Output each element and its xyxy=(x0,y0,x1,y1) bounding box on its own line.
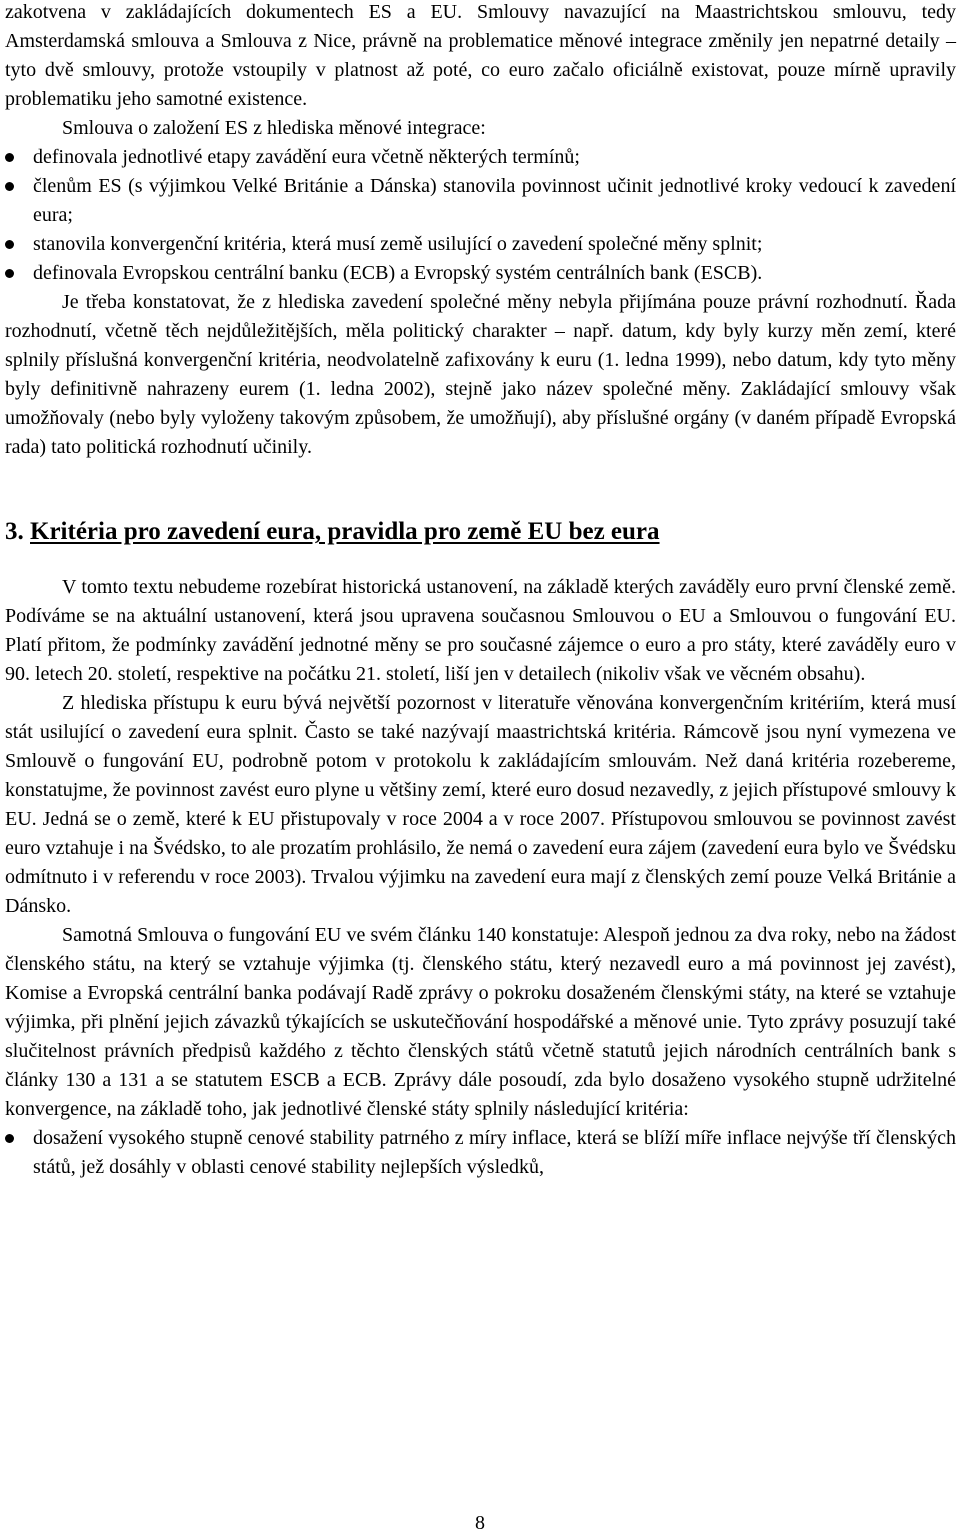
list-item xyxy=(5,1124,956,1182)
bullet-icon xyxy=(5,269,14,278)
political-decisions-paragraph: Je třeba konstatovat, že z hlediska zavedení společné měny nebyla přijímána pouze právní rozhodnutí. Řada rozhodnutí, včetně těch nejdůležitějších, měla politický charakter – např. datum, kdy byly kurzy měn zemí, které splnily příslušná konvergenční kritéria, neodvolatelně zafixovány k euru (1. ledna 1999), nebo datum, kdy tyto měny byly definitivně nahrazeny eurem (1. ledna 2002), stejně jako název společné měny. Zakládající smlouvy však umožňovaly (nebo byly vyloženy takovým způsobem, že umožňují), aby příslušné orgány (v daném případě Evropská rada) tato politická rozhodnutí učinily. xyxy=(5,291,956,458)
section-paragraph-3: Samotná Smlouva o fungování EU ve svém článku 140 konstatuje: Alespoň jednou za dva roky, nebo na žádost členského státu, na který se vztahuje výjimka (tj. členského státu, který nezavedl euro a má povinnost jej zavést), Komise a Evropská centrální banka podávají Radě zprávy o pokroku dosaženém členskými státy, na které se vztahuje výjimka, při plnění jejich závazků týkajících se uskutečňování hospodářské a měnové unie. Tyto zprávy posuzují také slučitelnost právních předpisů každého z těchto členských států včetně statutů jejich národních centrálních bank s články 130 a 131 a se statutem ESCB a ECB. Zprávy dále posoudí, zda bylo dosaženo vysokého stupně udržitelné konvergence, na základě toho, jak jednotlivé členské státy splnily následující kritéria: xyxy=(5,924,956,1120)
bullet-icon xyxy=(5,240,14,249)
intro-paragraph: zakotvena v zakládajících dokumentech ES a EU. Smlouvy navazující na Maastrichtskou smlouvu, tedy Amsterdamská smlouva a Smlouva z Nice, právně na problematice měnové integrace změnily jen nepatrné detaily – tyto dvě smlouvy, protože vstoupily v platnost až poté, co euro začalo oficiálně existovat, pouze mírně upravily problematiku jeho samotné existence. xyxy=(5,1,956,110)
list-item xyxy=(5,230,956,259)
section-number: 3. xyxy=(5,518,24,545)
treaty-bullet-list xyxy=(5,143,956,288)
section-paragraph-2: Z hlediska přístupu k euru bývá největší pozornost v literatuře věnována konvergenčním kritériím, která musí stát usilující o zavedení eura splnit. Často se také nazývají maastrichtská kritéria. Rámcově jsou nyní vymezena ve Smlouvě o fungování EU, podrobně potom v protokolu k zakládajícím smlouvám. Než daná kritéria rozebereme, konstatujme, že povinnost zavést euro plyne u většiny zemí, které euro dosud nezavedly, z jejich přístupové smlouvy k EU. Jedná se o země, které k EU přistupovaly v roce 2004 a v roce 2007. Přístupovou smlouvou se povinnost zavést euro vztahuje i na Švédsko, to ale prozatím prohlásilo, že nemá o zavedení eura zájem (zavedení eura bylo ve Švédsku odmítnuto i v referendu v roce 2003). Trvalou výjimku na zavedení eura mají z členských zemí pouze Velká Británie a Dánsko. xyxy=(5,692,956,917)
section-heading xyxy=(5,514,956,550)
list-item xyxy=(5,172,956,230)
bullet-icon xyxy=(5,153,14,162)
list-item-text: stanovila konvergenční kritéria, která musí země usilující o zavedení společné měny splnit; xyxy=(33,233,763,255)
list-item xyxy=(5,143,956,172)
section-paragraph-1: V tomto textu nebudeme rozebírat historická ustanovení, na základě kterých zaváděly euro první členské země. Podíváme se na aktuální ustanovení, která jsou upravena současnou Smlouvou o EU a Smlouvou o fungování EU. Platí přitom, že podmínky zavádění jednotné měny se pro současné zájemce o euro a pro státy, které zaváděly euro v 90. letech 20. století, respektive na počátku 21. století, liší jen v detailech (nikoliv však ve věcném obsahu). xyxy=(5,576,956,685)
page-number: 8 xyxy=(475,1512,485,1534)
bullet-icon xyxy=(5,182,14,191)
list-item-text: členům ES (s výjimkou Velké Británie a Dánska) stanovila povinnost učinit jednotlivé kroky vedoucí k zavedení eura; xyxy=(33,175,956,226)
bullet-icon xyxy=(5,1134,14,1143)
list-item-text: definovala Evropskou centrální banku (ECB) a Evropský systém centrálních bank (ESCB). xyxy=(33,262,763,284)
criteria-bullet-list xyxy=(5,1124,956,1182)
section-title: Kritéria pro zavedení eura, pravidla pro země EU bez eura xyxy=(30,518,660,545)
intro-lead: Smlouva o založení ES z hlediska měnové integrace: xyxy=(62,117,486,139)
list-item-text: dosažení vysokého stupně cenové stability patrného z míry inflace, která se blíží míře inflace nejvýše tří členských států, jež dosáhly v oblasti cenové stability nejlepších výsledků, xyxy=(33,1127,956,1178)
list-item xyxy=(5,259,956,288)
list-item-text: definovala jednotlivé etapy zavádění eura včetně některých termínů; xyxy=(33,146,580,168)
